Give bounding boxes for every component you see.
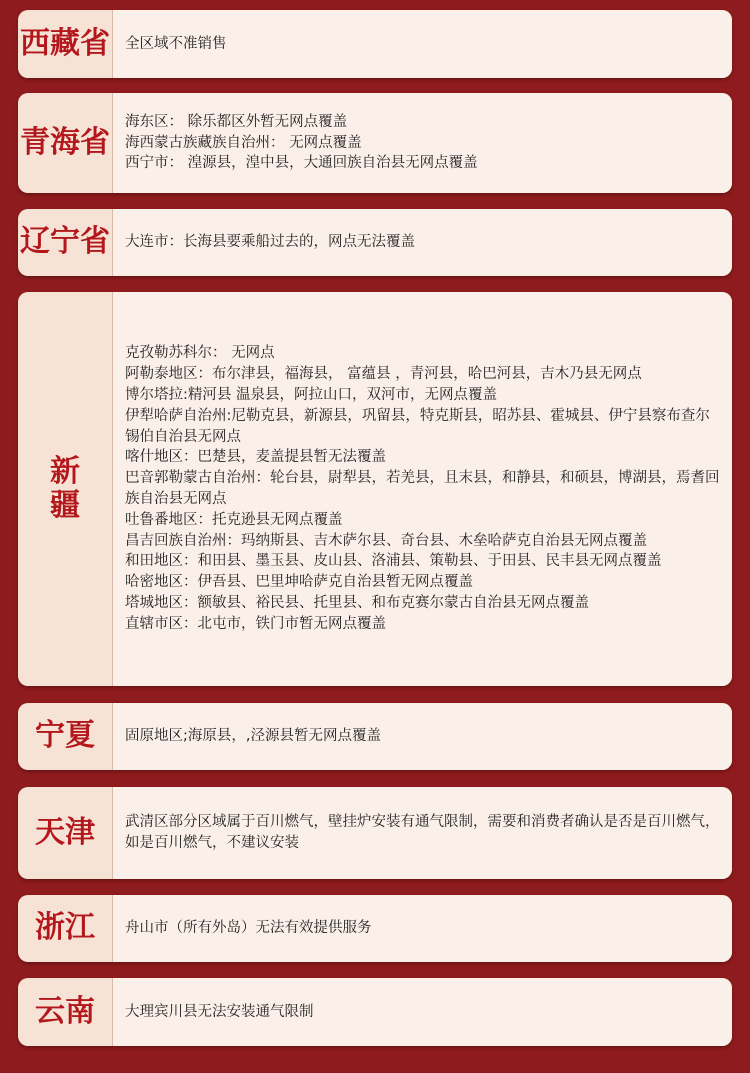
region-card-qinghai (18, 93, 732, 193)
note-line: 和田地区：和田县、墨玉县、皮山县、洛浦县、策勒县、于田县、民丰县无网点覆盖 (125, 553, 662, 570)
region-notes (113, 978, 732, 1046)
note-line: 克孜勒苏科尔： 无网点 (125, 345, 275, 362)
region-notes (113, 895, 732, 962)
note-line: 吐鲁番地区：托克逊县无网点覆盖 (125, 511, 343, 528)
province-char: 疆 (50, 488, 80, 523)
region-notes (113, 787, 732, 879)
note-line: 直辖市区：北屯市，铁门市暂无网点覆盖 (125, 615, 386, 632)
note-line: 武清区部分区域属于百川燃气，壁挂炉安装有通气限制，需要和消费者确认是否是百川燃气，如是百川燃气，不建议安装 (125, 814, 720, 851)
province-label: 辽宁省 (18, 209, 113, 276)
note-line: 大理宾川县无法安装通气限制 (125, 1003, 314, 1020)
region-notes (113, 10, 732, 78)
note-line: 大连市：长海县要乘船过去的，网点无法覆盖 (125, 234, 415, 251)
note-line: 阿勒泰地区：布尔津县，福海县， 富蕴县 ，青河县，哈巴河县，吉木乃县无网点 (125, 366, 642, 383)
note-line: 昌吉回族自治州：玛纳斯县、吉木萨尔县、奇台县、木垒哈萨克自治县无网点覆盖 (125, 532, 647, 549)
region-notes (113, 703, 732, 770)
region-card-yunnan (18, 978, 732, 1046)
note-line: 全区域不准销售 (125, 35, 227, 52)
province-label (18, 292, 113, 686)
province-label: 青海省 (18, 93, 113, 193)
note-line: 巴音郭勒蒙古自治州：轮台县，尉犁县，若羌县，且末县，和静县，和硕县，博湖县，焉耆回族自治县无网点 (125, 470, 720, 507)
region-card-liaoning (18, 209, 732, 276)
note-line: 塔城地区：额敏县、裕民县、托里县、和布克赛尔蒙古自治县无网点覆盖 (125, 594, 589, 611)
note-line: 伊犁哈萨自治州:尼勒克县，新源县，巩留县，特克斯县，昭苏县、霍城县、伊宁县察布查尔锡伯自治县无网点 (125, 407, 710, 445)
region-notes (113, 93, 732, 193)
province-label: 天津 (18, 787, 113, 879)
note-line: 喀什地区：巴楚县，麦盖提县暂无法覆盖 (125, 449, 386, 466)
note-line: 博尔塔拉:精河县 温泉县，阿拉山口，双河市，无网点覆盖 (125, 387, 497, 404)
region-notes (113, 209, 732, 276)
region-card-zhejiang (18, 895, 732, 962)
province-label: 西藏省 (18, 10, 113, 78)
note-line: 固原地区;海原县，,泾源县暂无网点覆盖 (125, 728, 381, 745)
region-card-ningxia (18, 703, 732, 770)
province-label: 浙江 (18, 895, 113, 962)
province-char: 新 (50, 453, 80, 489)
note-line: 舟山市（所有外岛）无法有效提供服务 (125, 920, 372, 937)
note-line: 海东区： 除乐都区外暂无网点覆盖 (125, 113, 348, 130)
note-line: 西宁市： 湟源县，湟中县，大通回族自治县无网点覆盖 (125, 155, 478, 172)
region-card-xinjiang (18, 292, 732, 686)
region-card-tianjin (18, 787, 732, 879)
note-line: 哈密地区：伊吾县、巴里坤哈萨克自治县暂无网点覆盖 (125, 574, 473, 591)
province-label: 宁夏 (18, 703, 113, 770)
region-card-xizang (18, 10, 732, 78)
province-label: 云南 (18, 978, 113, 1046)
note-line: 海西蒙古族藏族自治州： 无网点覆盖 (125, 134, 362, 151)
region-notes (113, 292, 732, 686)
